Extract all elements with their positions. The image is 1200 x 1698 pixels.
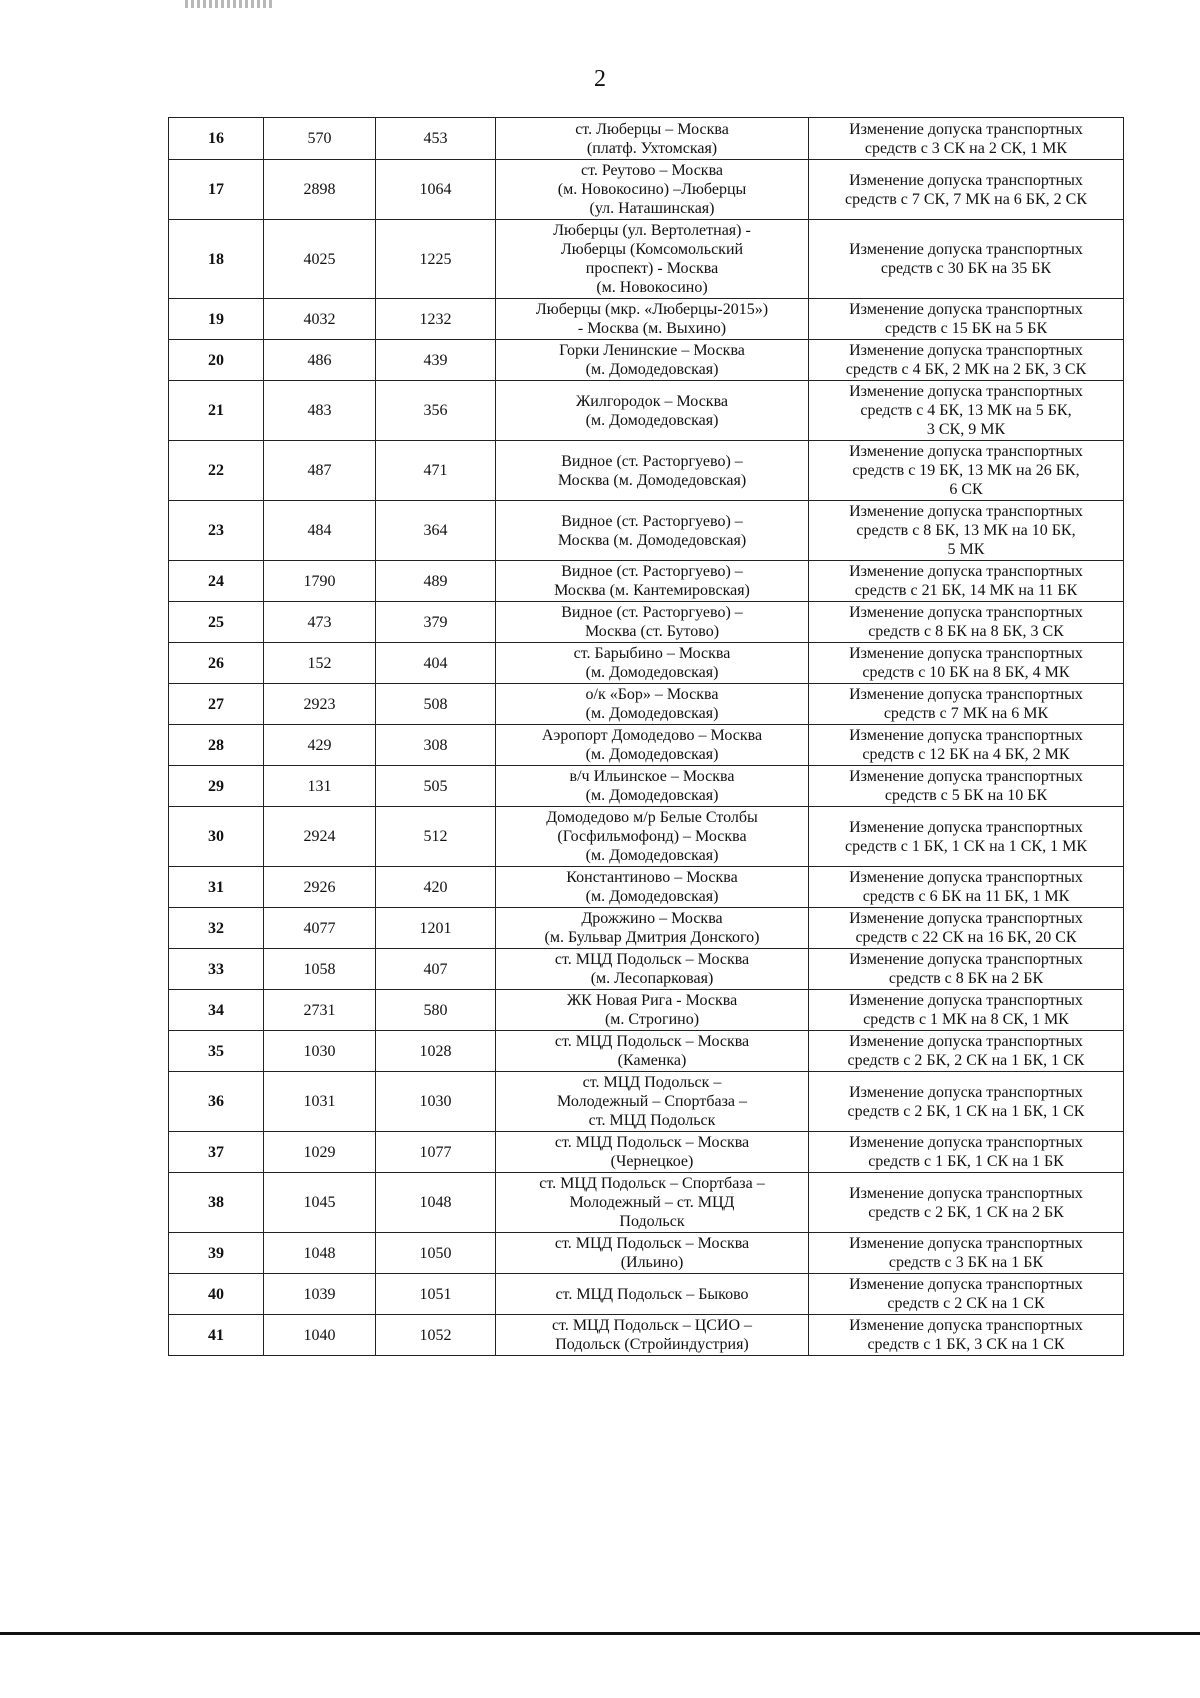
registry-number: 131 <box>264 766 376 807</box>
row-number: 40 <box>169 1274 264 1315</box>
registry-number: 1040 <box>264 1315 376 1356</box>
row-number: 19 <box>169 299 264 340</box>
change-description: Изменение допуска транспортных средств с 8 БК на 2 БК <box>809 949 1124 990</box>
change-description: Изменение допуска транспортных средств с 2 БК, 2 СК на 1 БК, 1 СК <box>809 1031 1124 1072</box>
registry-number: 429 <box>264 725 376 766</box>
routes-table <box>168 117 1124 1356</box>
route-number: 1077 <box>376 1132 496 1173</box>
route-number: 439 <box>376 340 496 381</box>
row-number: 16 <box>169 118 264 160</box>
change-description: Изменение допуска транспортных средств с 2 СК на 1 СК <box>809 1274 1124 1315</box>
table-row <box>169 381 1124 441</box>
route-number: 580 <box>376 990 496 1031</box>
route-name: ст. МЦД Подольск – Спортбаза – Молодежный – ст. МЦД Подольск <box>496 1173 809 1233</box>
route-name: Дрожжино – Москва (м. Бульвар Дмитрия Донского) <box>496 908 809 949</box>
registry-number: 2923 <box>264 684 376 725</box>
route-number: 505 <box>376 766 496 807</box>
route-name: в/ч Ильинское – Москва (м. Домодедовская) <box>496 766 809 807</box>
row-number: 17 <box>169 160 264 220</box>
registry-number: 1048 <box>264 1233 376 1274</box>
route-name: Люберцы (ул. Вертолетная) - Люберцы (Комсомольский проспект) - Москва (м. Новокосино) <box>496 220 809 299</box>
route-number: 420 <box>376 867 496 908</box>
route-number: 1048 <box>376 1173 496 1233</box>
change-description: Изменение допуска транспортных средств с 7 СК, 7 МК на 6 БК, 2 СК <box>809 160 1124 220</box>
row-number: 21 <box>169 381 264 441</box>
row-number: 27 <box>169 684 264 725</box>
route-name: ст. МЦД Подольск – Москва (м. Лесопарковая) <box>496 949 809 990</box>
registry-number: 1029 <box>264 1132 376 1173</box>
change-description: Изменение допуска транспортных средств с 1 БК, 3 СК на 1 СК <box>809 1315 1124 1356</box>
registry-number: 1039 <box>264 1274 376 1315</box>
registry-number: 4025 <box>264 220 376 299</box>
route-number: 508 <box>376 684 496 725</box>
row-number: 35 <box>169 1031 264 1072</box>
change-description: Изменение допуска транспортных средств с 21 БК, 14 МК на 11 БК <box>809 561 1124 602</box>
row-number: 36 <box>169 1072 264 1132</box>
route-name: Люберцы (мкр. «Люберцы-2015») - Москва (м. Выхино) <box>496 299 809 340</box>
change-description: Изменение допуска транспортных средств с 1 БК, 1 СК на 1 СК, 1 МК <box>809 807 1124 867</box>
table-row <box>169 766 1124 807</box>
row-number: 33 <box>169 949 264 990</box>
registry-number: 2926 <box>264 867 376 908</box>
table-row <box>169 867 1124 908</box>
route-number: 1232 <box>376 299 496 340</box>
change-description: Изменение допуска транспортных средств с 22 СК на 16 БК, 20 СК <box>809 908 1124 949</box>
route-number: 356 <box>376 381 496 441</box>
registry-number: 1790 <box>264 561 376 602</box>
row-number: 39 <box>169 1233 264 1274</box>
table-row <box>169 1072 1124 1132</box>
route-name: ст. МЦД Подольск – Быково <box>496 1274 809 1315</box>
registry-number: 473 <box>264 602 376 643</box>
change-description: Изменение допуска транспортных средств с 30 БК на 35 БК <box>809 220 1124 299</box>
route-number: 1201 <box>376 908 496 949</box>
registry-number: 487 <box>264 441 376 501</box>
route-number: 1225 <box>376 220 496 299</box>
row-number: 28 <box>169 725 264 766</box>
route-number: 1028 <box>376 1031 496 1072</box>
route-name: ст. МЦД Подольск – Москва (Ильино) <box>496 1233 809 1274</box>
row-number: 18 <box>169 220 264 299</box>
registry-number: 1058 <box>264 949 376 990</box>
row-number: 34 <box>169 990 264 1031</box>
route-number: 453 <box>376 118 496 160</box>
table-row <box>169 602 1124 643</box>
row-number: 38 <box>169 1173 264 1233</box>
table-row <box>169 441 1124 501</box>
route-number: 1064 <box>376 160 496 220</box>
change-description: Изменение допуска транспортных средств с 4 БК, 13 МК на 5 БК, 3 СК, 9 МК <box>809 381 1124 441</box>
change-description: Изменение допуска транспортных средств с 8 БК, 13 МК на 10 БК, 5 МК <box>809 501 1124 561</box>
registry-number: 4032 <box>264 299 376 340</box>
route-name: Видное (ст. Расторгуево) – Москва (м. Домодедовская) <box>496 501 809 561</box>
row-number: 24 <box>169 561 264 602</box>
change-description: Изменение допуска транспортных средств с 10 БК на 8 БК, 4 МК <box>809 643 1124 684</box>
scan-artifact <box>185 0 275 8</box>
page-divider <box>0 1632 1200 1635</box>
registry-number: 4077 <box>264 908 376 949</box>
table-row <box>169 684 1124 725</box>
table-row <box>169 1233 1124 1274</box>
table-row <box>169 340 1124 381</box>
row-number: 32 <box>169 908 264 949</box>
routes-table-body <box>169 118 1124 1356</box>
registry-number: 2731 <box>264 990 376 1031</box>
change-description: Изменение допуска транспортных средств с 4 БК, 2 МК на 2 БК, 3 СК <box>809 340 1124 381</box>
change-description: Изменение допуска транспортных средств с 7 МК на 6 МК <box>809 684 1124 725</box>
route-name: Видное (ст. Расторгуево) – Москва (м. Домодедовская) <box>496 441 809 501</box>
row-number: 20 <box>169 340 264 381</box>
row-number: 29 <box>169 766 264 807</box>
registry-number: 1031 <box>264 1072 376 1132</box>
table-row <box>169 725 1124 766</box>
change-description: Изменение допуска транспортных средств с 1 МК на 8 СК, 1 МК <box>809 990 1124 1031</box>
change-description: Изменение допуска транспортных средств с 2 БК, 1 СК на 1 БК, 1 СК <box>809 1072 1124 1132</box>
table-row <box>169 1173 1124 1233</box>
row-number: 30 <box>169 807 264 867</box>
route-name: о/к «Бор» – Москва (м. Домодедовская) <box>496 684 809 725</box>
registry-number: 570 <box>264 118 376 160</box>
route-number: 1050 <box>376 1233 496 1274</box>
table-row <box>169 949 1124 990</box>
route-name: Горки Ленинские – Москва (м. Домодедовская) <box>496 340 809 381</box>
route-number: 1052 <box>376 1315 496 1356</box>
row-number: 22 <box>169 441 264 501</box>
table-row <box>169 807 1124 867</box>
route-number: 379 <box>376 602 496 643</box>
route-name: ст. МЦД Подольск – Москва (Чернецкое) <box>496 1132 809 1173</box>
route-name: ст. Люберцы – Москва (платф. Ухтомская) <box>496 118 809 160</box>
registry-number: 1045 <box>264 1173 376 1233</box>
row-number: 23 <box>169 501 264 561</box>
change-description: Изменение допуска транспортных средств с 2 БК, 1 СК на 2 БК <box>809 1173 1124 1233</box>
row-number: 25 <box>169 602 264 643</box>
change-description: Изменение допуска транспортных средств с 1 БК, 1 СК на 1 БК <box>809 1132 1124 1173</box>
registry-number: 1030 <box>264 1031 376 1072</box>
route-number: 308 <box>376 725 496 766</box>
registry-number: 486 <box>264 340 376 381</box>
route-name: Видное (ст. Расторгуево) – Москва (м. Кантемировская) <box>496 561 809 602</box>
route-name: Домодедово м/р Белые Столбы (Госфильмофонд) – Москва (м. Домодедовская) <box>496 807 809 867</box>
row-number: 31 <box>169 867 264 908</box>
table-row <box>169 1274 1124 1315</box>
route-number: 471 <box>376 441 496 501</box>
registry-number: 2924 <box>264 807 376 867</box>
registry-number: 484 <box>264 501 376 561</box>
route-number: 404 <box>376 643 496 684</box>
route-name: ст. Барыбино – Москва (м. Домодедовская) <box>496 643 809 684</box>
change-description: Изменение допуска транспортных средств с 3 БК на 1 БК <box>809 1233 1124 1274</box>
change-description: Изменение допуска транспортных средств с 19 БК, 13 МК на 26 БК, 6 СК <box>809 441 1124 501</box>
change-description: Изменение допуска транспортных средств с 3 СК на 2 СК, 1 МК <box>809 118 1124 160</box>
row-number: 37 <box>169 1132 264 1173</box>
route-name: ст. МЦД Подольск – Молодежный – Спортбаза – ст. МЦД Подольск <box>496 1072 809 1132</box>
route-number: 407 <box>376 949 496 990</box>
route-name: Жилгородок – Москва (м. Домодедовская) <box>496 381 809 441</box>
route-name: Видное (ст. Расторгуево) – Москва (ст. Бутово) <box>496 602 809 643</box>
route-name: ст. МЦД Подольск – ЦСИО – Подольск (Стройиндустрия) <box>496 1315 809 1356</box>
table-row <box>169 220 1124 299</box>
change-description: Изменение допуска транспортных средств с 6 БК на 11 БК, 1 МК <box>809 867 1124 908</box>
change-description: Изменение допуска транспортных средств с 12 БК на 4 БК, 2 МК <box>809 725 1124 766</box>
table-row <box>169 1315 1124 1356</box>
table-row <box>169 1031 1124 1072</box>
table-row <box>169 1132 1124 1173</box>
route-number: 512 <box>376 807 496 867</box>
route-name: ЖК Новая Рига - Москва (м. Строгино) <box>496 990 809 1031</box>
route-number: 1030 <box>376 1072 496 1132</box>
registry-number: 483 <box>264 381 376 441</box>
table-row <box>169 990 1124 1031</box>
table-row <box>169 501 1124 561</box>
row-number: 26 <box>169 643 264 684</box>
table-row <box>169 643 1124 684</box>
route-name: ст. МЦД Подольск – Москва (Каменка) <box>496 1031 809 1072</box>
registry-number: 152 <box>264 643 376 684</box>
row-number: 41 <box>169 1315 264 1356</box>
route-number: 364 <box>376 501 496 561</box>
table-row <box>169 561 1124 602</box>
registry-number: 2898 <box>264 160 376 220</box>
route-name: Аэропорт Домодедово – Москва (м. Домодедовская) <box>496 725 809 766</box>
change-description: Изменение допуска транспортных средств с 8 БК на 8 БК, 3 СК <box>809 602 1124 643</box>
route-name: ст. Реутово – Москва (м. Новокосино) –Люберцы (ул. Наташинская) <box>496 160 809 220</box>
route-number: 489 <box>376 561 496 602</box>
table-row <box>169 160 1124 220</box>
change-description: Изменение допуска транспортных средств с 5 БК на 10 БК <box>809 766 1124 807</box>
route-name: Константиново – Москва (м. Домодедовская) <box>496 867 809 908</box>
table-row <box>169 299 1124 340</box>
page-number: 2 <box>594 66 606 92</box>
table-row <box>169 908 1124 949</box>
change-description: Изменение допуска транспортных средств с 15 БК на 5 БК <box>809 299 1124 340</box>
route-number: 1051 <box>376 1274 496 1315</box>
table-row <box>169 118 1124 160</box>
